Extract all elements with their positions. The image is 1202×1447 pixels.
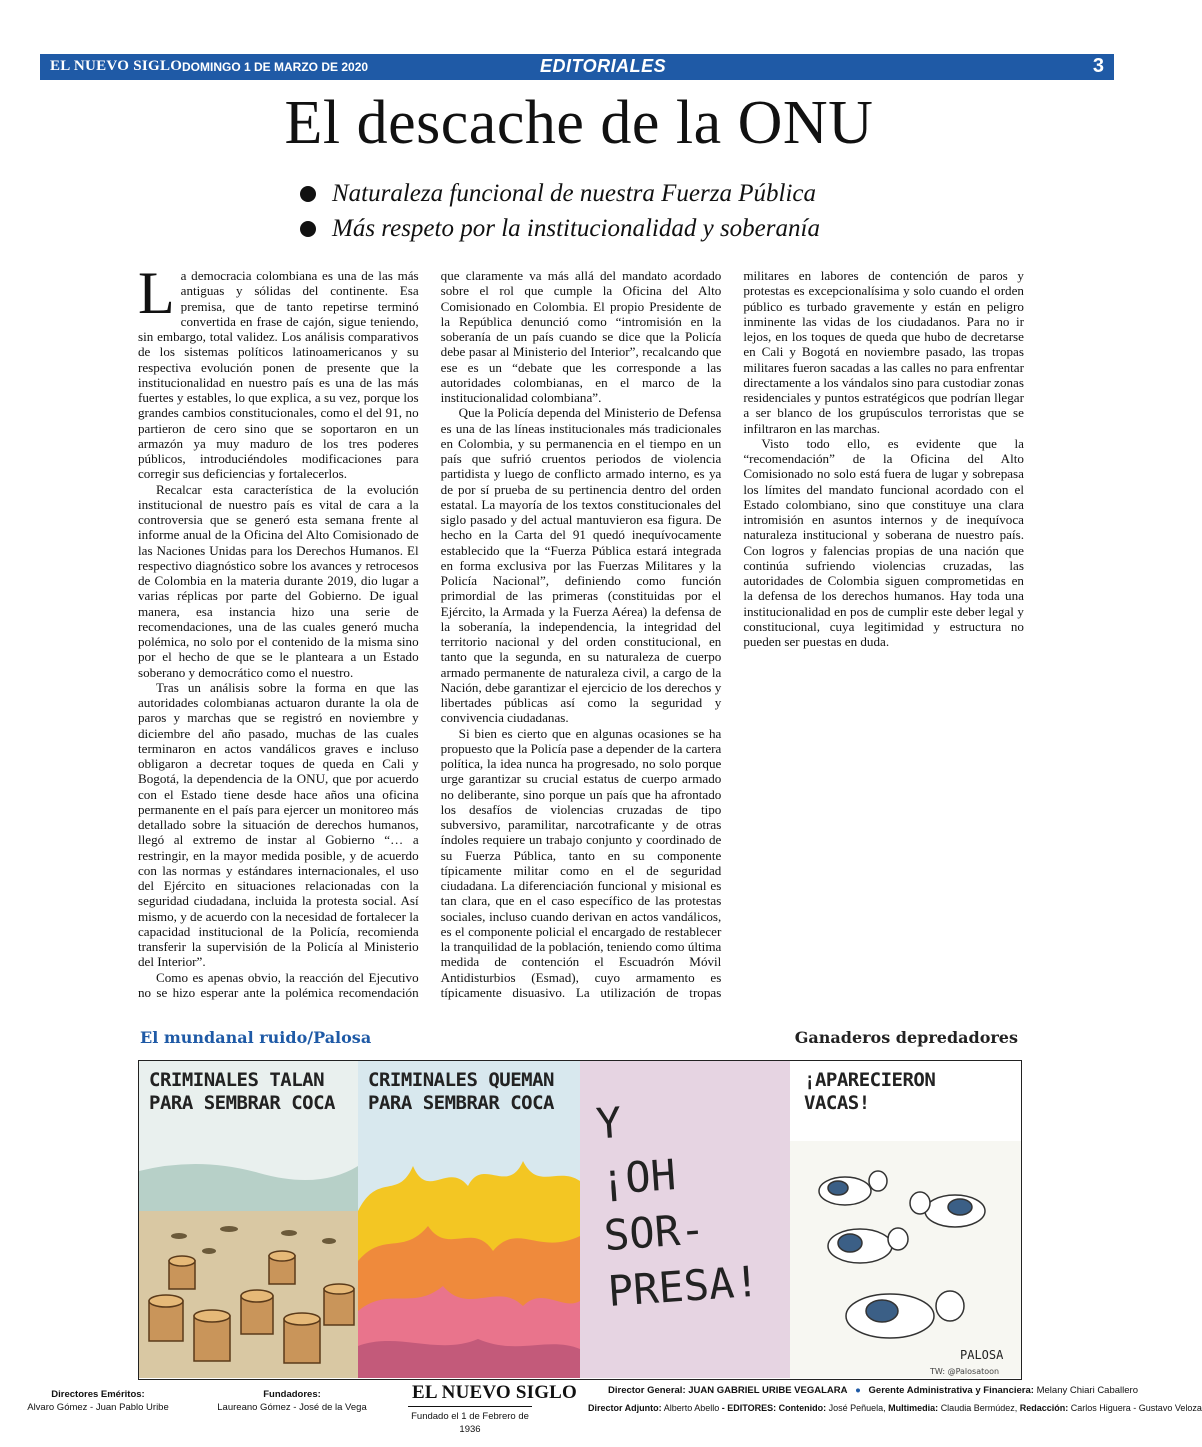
gerente-label: Gerente Administrativa y Financiera: <box>868 1385 1034 1396</box>
editorial-article <box>138 260 1024 1001</box>
cartoon-panel-4 <box>790 1061 1021 1378</box>
editores-contenido: José Peñuela, <box>828 1403 886 1413</box>
multimedia-label: Multimedia: <box>888 1403 939 1413</box>
footer-wordmark: EL NUEVO SIGLO <box>412 1382 578 1403</box>
multimedia-name: Claudia Bermúdez, <box>940 1403 1018 1413</box>
director-name: JUAN GABRIEL URIBE VEGALARA <box>688 1385 848 1396</box>
directores-emeritos <box>18 1388 178 1414</box>
cartoon-series-label: El mundanal ruido/Palosa <box>140 1028 372 1047</box>
gerente-name: Melany Chiari Caballero <box>1036 1385 1138 1396</box>
masthead: EL NUEVO SIGLO <box>50 58 183 74</box>
subhead-1 <box>300 176 820 211</box>
article-paragraph: Como es apenas obvio, la reacción del Ejecutivo no se hizo esperar ante la polémica recomendación que claramente va más allá del mandato acordado sobre el rol que cumple la Oficina del Alto Comisionado en Colombia. El propio Presidente de la República denunció como “intromisión en la soberanía de un país cuando se dice que la Policía debe pasar al Ministerio del Interior”, recalcando que ese es un “debate que les corresponde a las autoridades colombianas, en el marco de la institucionalidad colombiana”. <box>138 268 722 1000</box>
article-paragraph <box>138 260 419 482</box>
credits-line-2 <box>588 1403 1202 1413</box>
emeritos-names: Alvaro Gómez - Juan Pablo Uribe <box>27 1402 169 1413</box>
credits-line-1 <box>608 1385 1138 1396</box>
article-paragraph: Si bien es cierto que en algunas ocasiones se ha propuesto que la Policía pase a depender de la cartera política, la idea nunca ha progresado, no solo porque urge garantizar su crucial estatus de cuerpo armado no deliberante, sino porque un país que ha afrontado los desafíos de violencias cruzadas de tipo subversivo, paramilitar, narcotraficante y de otras índoles requiere un trabajo conjunto y coordinado de su Fuerza Pública, tanto en su componente típicamente militar como en el de seguridad ciudadana. La diferenciación funcional y misional es tan clara, que en el caso específico de las protestas sociales, incluso cuando derivan en actos vandálicos, es el componente policial el encargado de restablecer la tranquilidad de la población, teniendo como última medida de contención el Escuadrón Móvil Antidisturbios (Esmad), cuyo armamento es típicamente disuasivo. La utilización de tropas militares en labores de contención de paros y protestas es excepcionalísima y solo cuando el orden público es turbado gravemente y están en peligro inminente las vidas de los ciudadanos. Para no ir lejos, en los toques de queda que hubo de decretarse en Cali y Bogotá en noviembre pasado, las tropas militares fueron sacadas a las calles no para enfrentar directamente a los vándalos sino para custodiar zonas residenciales y puntos estratégicos que podrían llegar a ser blanco de los grupúsculos terroristas que se infiltraron en las marchas. <box>440 268 1024 1000</box>
section-header-bar <box>40 54 1114 80</box>
article-paragraph: Recalcar esta característica de la evolución institucional de nuestro país es vital de cara a la controversia que se generó esta semana frente al informe anual de la Oficina del Alto Comisionado de las Naciones Unidas para los Derechos Humanos. El respectivo diagnóstico sobre los avances y retrocesos de Colombia en la materia durante 2019, dio lugar a varias réplicas por parte del Gobierno. De igual manera, esa instancia hizo una serie de recomendaciones, una de las cuales generó mucha polémica, no solo por el contenido de la misma sino por el hecho de que se le planteara a un Estado soberano y democrático como el nuestro. <box>138 481 419 680</box>
cartoon-title: Ganaderos depredadores <box>794 1028 1018 1047</box>
article-paragraph: Que la Policía dependa del Ministerio de Defensa es una de las líneas institucionales más tradicionales en Colombia, y su permanencia en el tiempo en un país que sufrió cruentos periodos de violencia partidista y luego de conflicto armado interno, es ya de por sí prueba de su pertinencia dentro del orden estatal. La mayoría de los textos constitucionales del siglo pasado y del actual mantuvieron esa figura. De hecho en la Carta del 91 quedó inequívocamente establecido que la “Fuerza Pública estará integrada en forma exclusiva por las Fuerzas Militares y la Policía Nacional”, definiendo como función primordial de las primeras (constituidas por el Ejército, la Armada y la Fuerza Aérea) la defensa de la soberanía, la independencia, la integridad del territorio nacional y del orden constitucional, en tanto que la segunda, en su naturaleza de cuerpo armado permanente de naturaleza civil, a cargo de la Nación, debe garantizar el ejercicio de los derechos y libertades públicas así como la seguridad y convivencia ciudadanas. <box>440 405 722 726</box>
section-title: EDITORIALES <box>540 56 667 76</box>
issue-date: DOMINGO 1 DE MARZO DE 2020 <box>182 60 369 74</box>
fundadores-title: Fundadores: <box>263 1389 321 1400</box>
founding-date: Fundado el 1 de Febrero de 1936 <box>411 1411 529 1435</box>
paragraph-text: a democracia colombiana es una de las más antiguas y sólidas del continente. Esa premisa, que de tanto repetirse terminó convertida en frase de cajón, sigue teniendo, sin embargo, total validez. Los análisis comparativos de los sistemas políticos latinoamericanos y su respectiva evolución ponen de presente que la institucionalidad en nuestro país es una de las más fuertes y estables, lo que explica, a su vez, porque los grandes cambios constitucionales, como el del 91, no partieron de cero sino que se soportaron en un armazón ya muy maduro de los tres poderes públicos, introduciéndoles modificaciones para corregir sus deficiencias y fortalecerlos. <box>138 268 419 482</box>
cartoon-panel-3 <box>580 1061 791 1378</box>
bullet-icon <box>300 186 316 202</box>
bullet-icon <box>300 221 316 237</box>
cartoon-panel-1 <box>139 1061 359 1378</box>
emeritos-title: Directores Eméritos: <box>51 1389 145 1400</box>
subheads <box>300 176 820 246</box>
fundadores-names: Laureano Gómez - José de la Vega <box>217 1402 367 1413</box>
director-label: Director General: <box>608 1385 686 1396</box>
adjunto-name: Alberto Abello <box>663 1403 720 1413</box>
editores-label: - EDITORES: Contenido: <box>721 1403 827 1413</box>
separator-dot-icon: ● <box>855 1385 861 1396</box>
subhead-text: Más respeto por la institucionalidad y soberanía <box>332 215 820 242</box>
subhead-2 <box>300 211 820 246</box>
subhead-text: Naturaleza funcional de nuestra Fuerza Pública <box>332 180 816 207</box>
artist-signature: PALOSA <box>960 1348 1004 1362</box>
cartoon-panel-2 <box>358 1061 581 1378</box>
wordmark-rule <box>408 1406 532 1407</box>
panel-caption: CRIMINALES TALAN PARA SEMBRAR COCA <box>149 1069 335 1114</box>
page-number: 3 <box>1092 55 1104 77</box>
article-paragraph: Visto todo ello, es evidente que la “recomendación” de la Oficina del Alto Comisionado no solo está fuera de lugar y sobrepasa los límites del mandato funcional acordado con el Estado colombiano, sino que constituye una clara intromisión en asuntos internos y de inequívoca naturaleza institucional y soberana de nuestro país. Con logros y falencias propias de una nación que continúa sufriendo violencias cruzadas, las autoridades de Colombia siguen comprometidas en la defensa de los derechos humanos. Hay toda una institucionalidad en pos de cumplir este deber legal y constitucional, cuya legitimidad y estructura no pueden ser puestas en duda. <box>743 435 1024 649</box>
headline: El descache de la ONU <box>284 89 874 157</box>
panel-caption: CRIMINALES QUEMAN PARA SEMBRAR COCA <box>368 1069 554 1114</box>
article-paragraph: Tras un análisis sobre la forma en que las autoridades colombianas actuaron durante la ola de paros y marchas que se registró en noviembre y diciembre del año pasado, muchas de las cuales terminaron en actos vandálicos graves e incluso obligaron a decretar toques de queda en Cali y Bogotá, la dependencia de la ONU, que por acuerdo con el Estado tiene desde hace años una oficina permanente en el país para ejercer un monitoreo más detallado sobre la situación de derechos humanos, llegó al extremo de instar al Gobierno “… a restringir, en la mayor medida posible, y de acuerdo con las normas y estándares internacionales, el uso del Ejército en situaciones relacionadas con la seguridad ciudadana, incluida la protesta social. Así mismo, y de acuerdo con la necesidad de fortalecer la capacidad institucional de la Policía, recomienda transferir la supervisión de la Policía al Ministerio del Interior”. <box>138 679 419 970</box>
adjunto-label: Director Adjunto: <box>588 1403 662 1413</box>
artist-handle: TW: @Palosatoon <box>930 1367 1000 1376</box>
redaccion-names: Carlos Higuera - Gustavo Veloza <box>1070 1403 1202 1413</box>
redaccion-label: Redacción: <box>1019 1403 1069 1413</box>
panel-caption: ¡APARECIERON VACAS! <box>804 1069 936 1114</box>
cartoon-strip <box>138 1060 1022 1380</box>
surprise-text: Y ¡OH SOR- PRESA! <box>594 1097 762 1317</box>
drop-cap: L <box>138 260 175 326</box>
fundadores <box>212 1388 372 1414</box>
